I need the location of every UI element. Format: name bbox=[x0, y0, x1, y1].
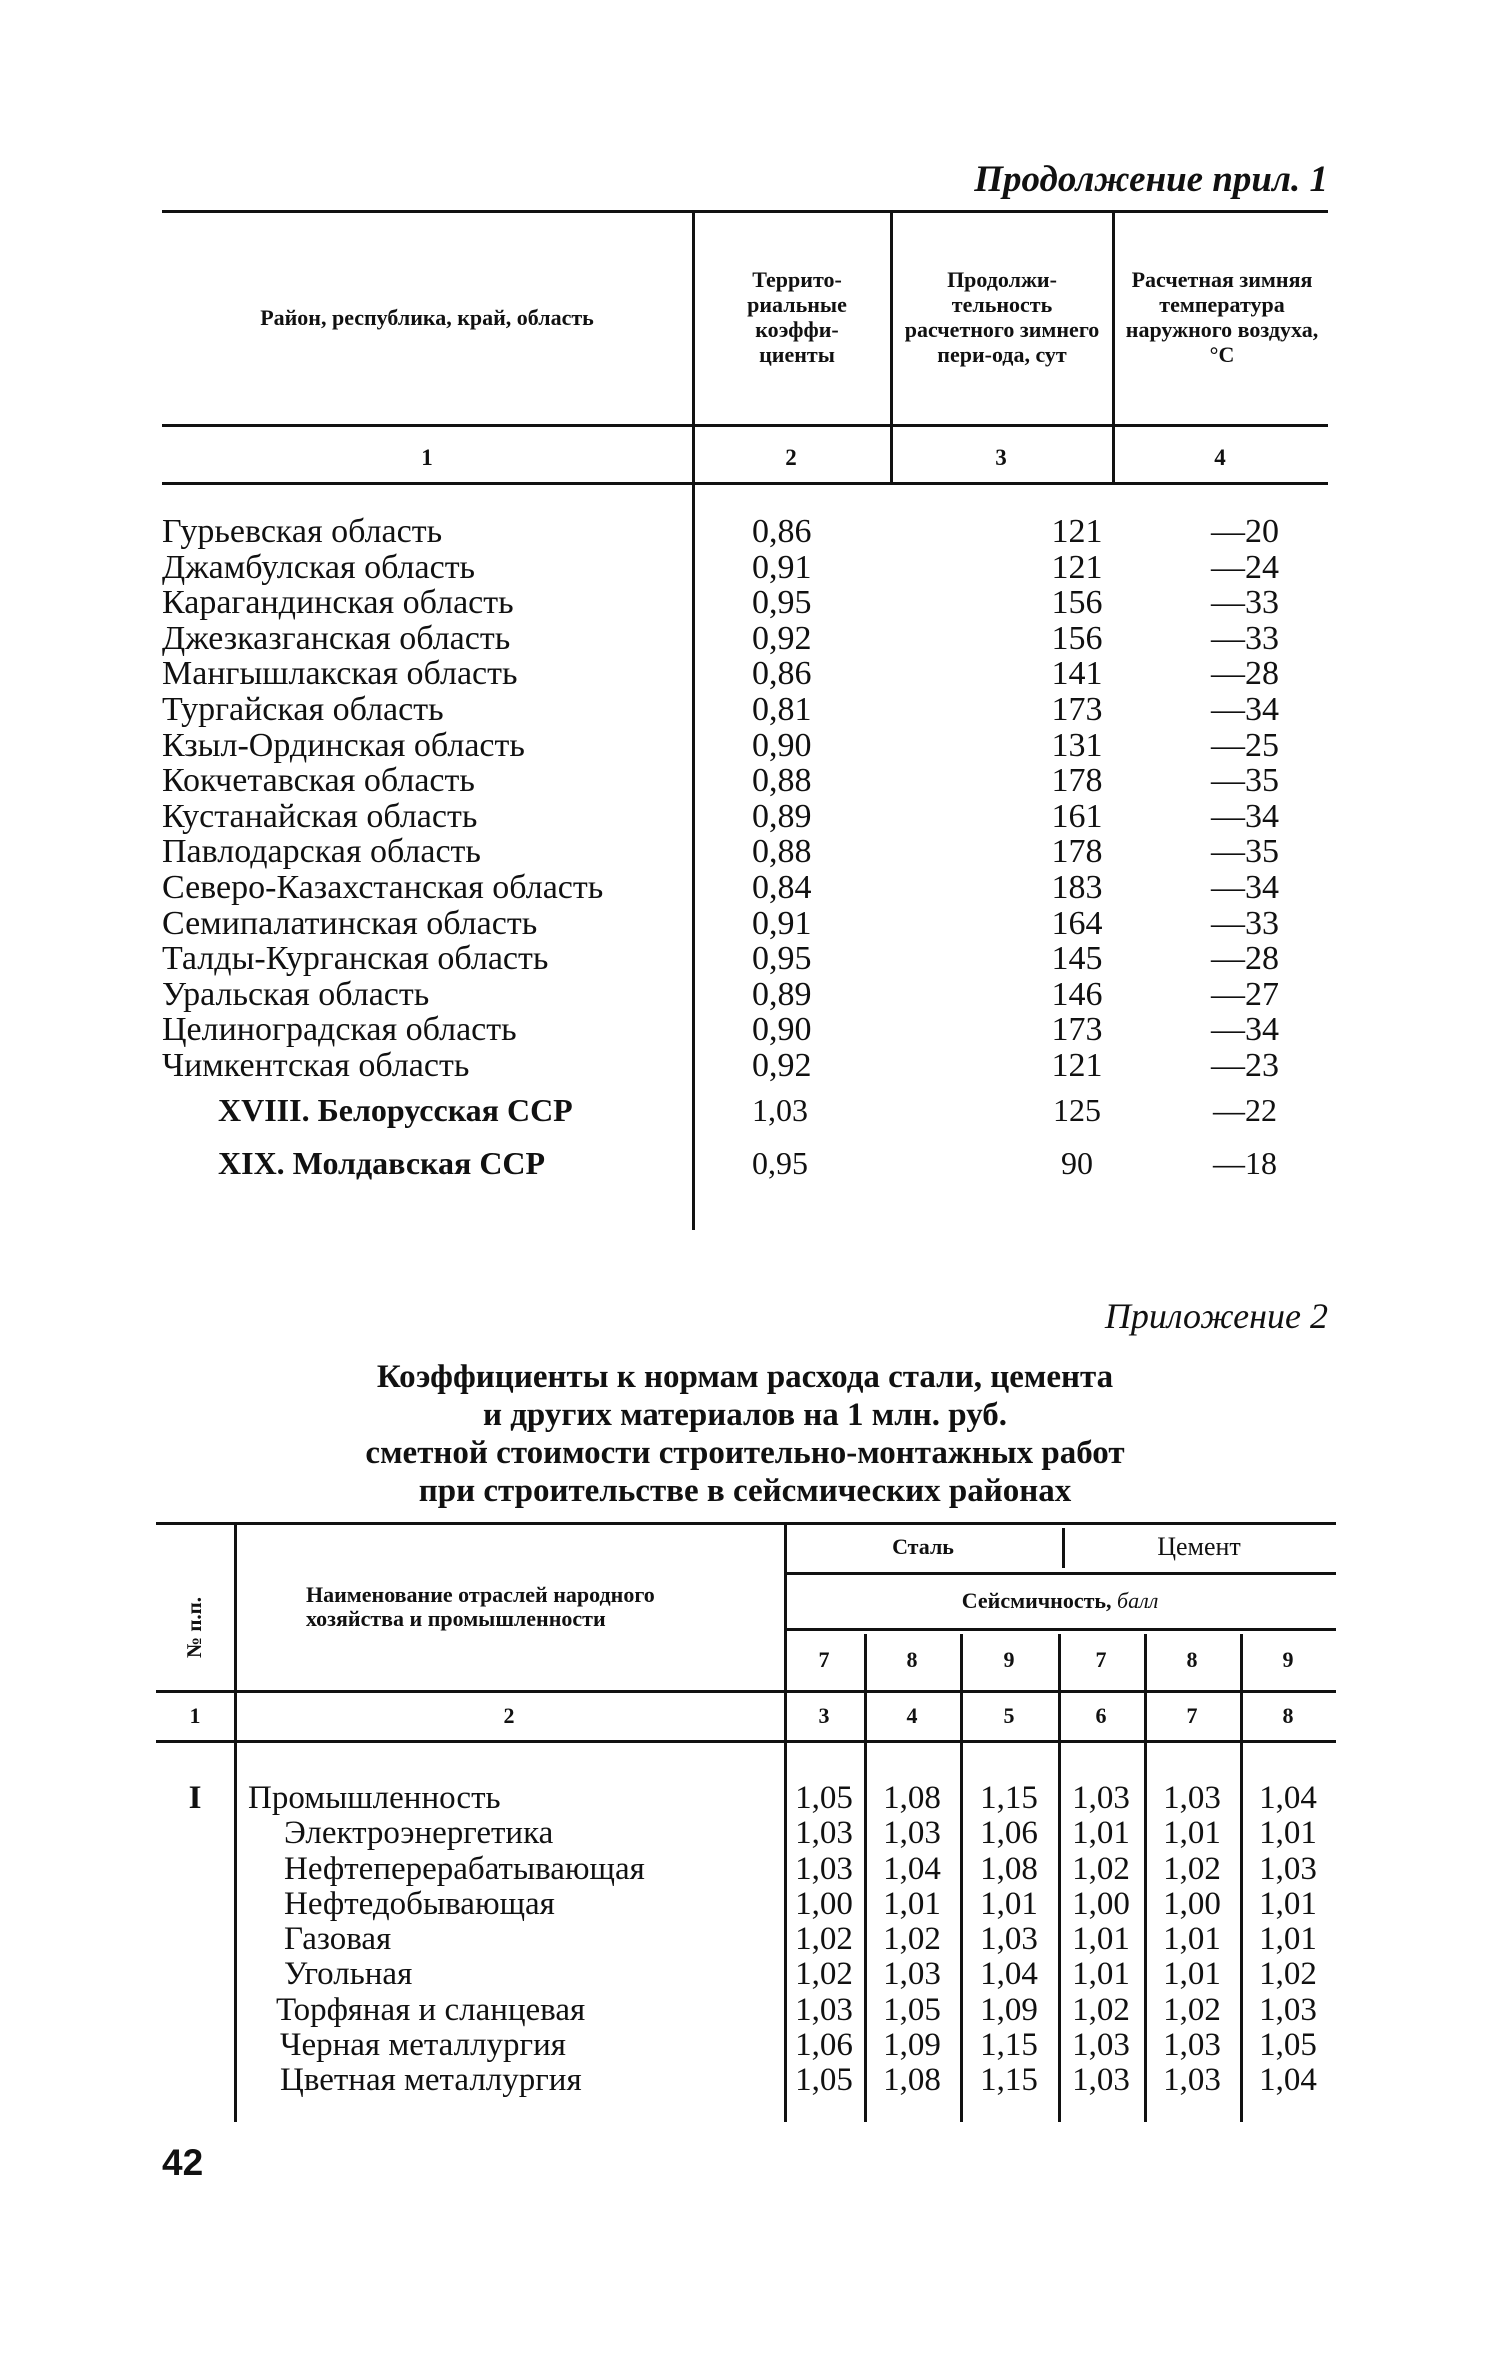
page-number: 42 bbox=[162, 2142, 204, 2183]
cement-7: 1,03 bbox=[1072, 2062, 1130, 2099]
steel-8: 1,02 bbox=[883, 1921, 941, 1958]
table-row bbox=[162, 514, 1328, 550]
temperature: —33 bbox=[1211, 904, 1279, 942]
steel-7: 1,00 bbox=[795, 1885, 853, 1922]
header-steel: Сталь bbox=[892, 1534, 954, 1559]
temperature: —34 bbox=[1211, 690, 1279, 728]
numbers-bottom-rule bbox=[162, 482, 1328, 485]
steel-9: 1,15 bbox=[980, 1780, 1038, 1816]
title-line: сметной стоимости строительно-монтажных работ bbox=[365, 1435, 1125, 1471]
coefficient: 0,89 bbox=[752, 797, 812, 835]
steel-7: 1,03 bbox=[795, 1991, 853, 2028]
column-number: 2 bbox=[785, 445, 797, 470]
steel-9: 1,15 bbox=[980, 2062, 1038, 2099]
cement-7: 1,00 bbox=[1072, 1885, 1130, 1922]
header-branch-name: Наименование отраслей народного хозяйства и промышленности bbox=[306, 1582, 655, 1631]
temperature: —24 bbox=[1211, 548, 1279, 586]
table-row bbox=[162, 763, 1328, 799]
table-row bbox=[156, 1887, 1336, 1922]
steel-7: 1,02 bbox=[795, 1956, 853, 1993]
cement-8: 1,01 bbox=[1163, 1815, 1221, 1852]
region-name: Тургайская область bbox=[162, 690, 444, 728]
table-row bbox=[162, 1012, 1328, 1048]
steel-8: 1,08 bbox=[883, 2062, 941, 2099]
column-number: 4 bbox=[1214, 445, 1226, 470]
cement-8: 1,02 bbox=[1163, 1850, 1221, 1887]
branch-name: Электроэнергетика bbox=[284, 1815, 554, 1852]
cement-8: 1,01 bbox=[1163, 1956, 1221, 1993]
coefficient: 0,92 bbox=[752, 619, 812, 657]
table-row bbox=[156, 2028, 1336, 2063]
cement-8: 1,01 bbox=[1163, 1921, 1221, 1958]
coefficient: 0,91 bbox=[752, 904, 812, 942]
steel-8: 1,03 bbox=[883, 1956, 941, 1993]
steel-8: 1,04 bbox=[883, 1850, 941, 1887]
cement-7: 1,03 bbox=[1072, 1780, 1130, 1816]
coefficient: 0,86 bbox=[752, 513, 812, 550]
temperature: —22 bbox=[1213, 1091, 1277, 1128]
table-row bbox=[162, 977, 1328, 1013]
cement-9: 1,03 bbox=[1259, 1991, 1317, 2028]
steel-7: 1,02 bbox=[795, 1921, 853, 1958]
cement-7: 1,02 bbox=[1072, 1991, 1130, 2028]
table-row bbox=[162, 585, 1328, 621]
coefficient: 0,95 bbox=[752, 940, 812, 978]
steel-8: 1,08 bbox=[883, 1780, 941, 1816]
temperature: —33 bbox=[1211, 619, 1279, 657]
table-row bbox=[162, 656, 1328, 692]
cement-9: 1,03 bbox=[1259, 1850, 1317, 1887]
branch-name: Цветная металлургия bbox=[280, 2062, 582, 2099]
column-number: 5 bbox=[1003, 1703, 1015, 1728]
table-row bbox=[162, 550, 1328, 586]
seismic-level: 8 bbox=[1186, 1647, 1198, 1672]
table2-body bbox=[156, 1781, 1336, 2099]
cement-8: 1,03 bbox=[1163, 2027, 1221, 2064]
region-name: Целиноградская область bbox=[162, 1011, 517, 1049]
seismic-level: 9 bbox=[1282, 1647, 1294, 1672]
duration: 161 bbox=[1051, 797, 1103, 835]
duration: 183 bbox=[1051, 868, 1103, 906]
coefficient: 0,95 bbox=[752, 1144, 808, 1181]
duration: 164 bbox=[1051, 904, 1103, 942]
appendix2-label: Приложение 2 bbox=[1104, 1296, 1328, 1336]
duration: 146 bbox=[1051, 975, 1103, 1013]
steel-9: 1,15 bbox=[980, 2027, 1038, 2064]
temperature: —35 bbox=[1211, 762, 1279, 800]
cement-9: 1,02 bbox=[1259, 1956, 1317, 1993]
table-row bbox=[156, 1852, 1336, 1887]
temperature: —28 bbox=[1211, 940, 1279, 978]
region-name: Семипалатинская область bbox=[162, 904, 538, 942]
duration: 131 bbox=[1051, 726, 1103, 764]
table-row bbox=[162, 834, 1328, 870]
republic-name: XIX. Молдавская ССР bbox=[218, 1144, 546, 1181]
region-name: Талды-Курганская область bbox=[162, 940, 549, 978]
region-name: Джамбулская область bbox=[162, 548, 476, 586]
coefficient: 0,92 bbox=[752, 1046, 812, 1084]
steel-9: 1,01 bbox=[980, 1885, 1038, 1922]
duration: 178 bbox=[1051, 833, 1103, 871]
coefficient: 0,89 bbox=[752, 975, 812, 1013]
republic-name: XVIII. Белорусская ССР bbox=[218, 1091, 573, 1128]
column-number: 2 bbox=[503, 1703, 515, 1728]
table-row bbox=[156, 1957, 1336, 1992]
seismic-level: 9 bbox=[1003, 1647, 1015, 1672]
table-row bbox=[156, 2063, 1336, 2098]
temperature: —34 bbox=[1211, 797, 1279, 835]
table-row bbox=[162, 692, 1328, 728]
table-row bbox=[162, 870, 1328, 906]
temperature: —33 bbox=[1211, 584, 1279, 622]
header-cement: Цемент bbox=[1157, 1532, 1241, 1561]
running-head: Продолжение прил. 1 bbox=[974, 159, 1328, 200]
column-number: 8 bbox=[1282, 1703, 1294, 1728]
duration: 90 bbox=[1061, 1144, 1093, 1181]
steel-7: 1,05 bbox=[795, 2062, 853, 2099]
table-row bbox=[156, 1922, 1336, 1957]
steel-9: 1,03 bbox=[980, 1921, 1038, 1958]
coefficient: 0,88 bbox=[752, 762, 812, 800]
steel-7: 1,05 bbox=[795, 1780, 853, 1816]
coefficient: 0,88 bbox=[752, 833, 812, 871]
steel-8: 1,05 bbox=[883, 1991, 941, 2028]
cement-7: 1,01 bbox=[1072, 1815, 1130, 1852]
coefficient: 0,84 bbox=[752, 868, 812, 906]
cement-8: 1,02 bbox=[1163, 1991, 1221, 2028]
branch-name: Нефтедобывающая bbox=[284, 1885, 555, 1922]
seismic-level: 7 bbox=[1095, 1647, 1107, 1672]
table-row bbox=[156, 1781, 1336, 1816]
cement-9: 1,04 bbox=[1259, 2062, 1317, 2099]
temperature: —25 bbox=[1211, 726, 1279, 764]
coefficient: 0,86 bbox=[752, 655, 812, 693]
coefficient: 0,91 bbox=[752, 548, 812, 586]
cement-7: 1,02 bbox=[1072, 1850, 1130, 1887]
column-number: 4 bbox=[906, 1703, 918, 1728]
steel-7: 1,03 bbox=[795, 1850, 853, 1887]
branch-name: Промышленность bbox=[248, 1780, 501, 1816]
region-name: Карагандинская область bbox=[162, 584, 514, 622]
temperature: —27 bbox=[1211, 975, 1279, 1013]
coefficient: 1,03 bbox=[752, 1091, 808, 1128]
branch-name: Торфяная и сланцевая bbox=[276, 1991, 586, 2028]
cement-9: 1,04 bbox=[1259, 1780, 1317, 1816]
cement-9: 1,01 bbox=[1259, 1885, 1317, 1922]
cement-9: 1,05 bbox=[1259, 2027, 1317, 2064]
table-row bbox=[162, 799, 1328, 835]
cement-7: 1,03 bbox=[1072, 2027, 1130, 2064]
duration: 173 bbox=[1051, 690, 1103, 728]
duration: 125 bbox=[1053, 1091, 1101, 1128]
region-name: Павлодарская область bbox=[162, 833, 481, 871]
duration: 145 bbox=[1051, 940, 1103, 978]
region-name: Кустанайская область bbox=[162, 797, 478, 835]
steel-7: 1,03 bbox=[795, 1815, 853, 1852]
cement-8: 1,03 bbox=[1163, 2062, 1221, 2099]
temperature: —18 bbox=[1213, 1144, 1277, 1181]
coefficient: 0,90 bbox=[752, 1011, 812, 1049]
region-name: Джезказганская область bbox=[162, 619, 511, 657]
steel-9: 1,06 bbox=[980, 1815, 1038, 1852]
branch-name: Черная металлургия bbox=[280, 2027, 566, 2064]
duration: 121 bbox=[1051, 1046, 1103, 1084]
header-seismicity: Сейсмичность, балл bbox=[961, 1588, 1159, 1613]
cement-7: 1,01 bbox=[1072, 1956, 1130, 1993]
table-row bbox=[156, 1993, 1336, 2028]
table-row bbox=[162, 941, 1328, 977]
column-number: 6 bbox=[1095, 1703, 1107, 1728]
temperature: —34 bbox=[1211, 1011, 1279, 1049]
branch-name: Газовая bbox=[284, 1921, 392, 1958]
coefficient: 0,90 bbox=[752, 726, 812, 764]
region-name: Уральская область bbox=[162, 975, 430, 1013]
column-number: 7 bbox=[1186, 1703, 1198, 1728]
header-temperature: Расчетная зимняя температура наружного воздуха, °С bbox=[1125, 267, 1319, 367]
title-line: и других материалов на 1 млн. руб. bbox=[482, 1397, 1008, 1433]
cement-8: 1,00 bbox=[1163, 1885, 1221, 1922]
duration: 141 bbox=[1051, 655, 1103, 693]
header-duration: Продолжи-тельность расчетного зимнего пери-ода, сут bbox=[904, 267, 1100, 367]
region-name: Чимкентская область bbox=[162, 1046, 470, 1084]
temperature: —35 bbox=[1211, 833, 1279, 871]
row-number: I bbox=[188, 1780, 202, 1816]
duration: 156 bbox=[1051, 619, 1103, 657]
temperature: —34 bbox=[1211, 868, 1279, 906]
cement-8: 1,03 bbox=[1163, 1780, 1221, 1816]
cement-9: 1,01 bbox=[1259, 1921, 1317, 1958]
column-number: 1 bbox=[189, 1703, 201, 1728]
temperature: —23 bbox=[1211, 1046, 1279, 1084]
region-name: Кокчетавская область bbox=[162, 762, 475, 800]
temperature: —28 bbox=[1211, 655, 1279, 693]
appendix2-table bbox=[156, 1522, 1336, 2122]
republic-row bbox=[162, 1137, 1328, 1190]
header-bottom-rule bbox=[162, 424, 1328, 427]
table1-body bbox=[162, 514, 1328, 1190]
republic-row bbox=[162, 1084, 1328, 1137]
steel-9: 1,08 bbox=[980, 1850, 1038, 1887]
table-row bbox=[162, 1048, 1328, 1084]
coefficient: 0,81 bbox=[752, 690, 812, 728]
title-line: Коэффициенты к нормам расхода стали, цемента bbox=[376, 1359, 1114, 1395]
branch-name: Угольная bbox=[284, 1956, 413, 1993]
region-name: Северо-Казахстанская область bbox=[162, 868, 604, 906]
numbers-bottom-rule bbox=[156, 1740, 1336, 1743]
table-row bbox=[162, 621, 1328, 657]
column-number: 3 bbox=[995, 445, 1007, 470]
steel-8: 1,09 bbox=[883, 2027, 941, 2064]
column-number: 3 bbox=[818, 1703, 830, 1728]
seismic-level: 8 bbox=[906, 1647, 918, 1672]
steel-9: 1,04 bbox=[980, 1956, 1038, 1993]
appendix1-table bbox=[162, 210, 1328, 1230]
appendix2-title bbox=[162, 1358, 1328, 1510]
table-row bbox=[156, 1816, 1336, 1851]
steel-8: 1,01 bbox=[883, 1885, 941, 1922]
duration: 121 bbox=[1051, 548, 1103, 586]
header-region: Район, республика, край, область bbox=[260, 304, 594, 330]
temperature: —20 bbox=[1211, 513, 1279, 550]
title-line: при строительстве в сейсмических районах bbox=[418, 1473, 1072, 1509]
steel-8: 1,03 bbox=[883, 1815, 941, 1852]
cement-7: 1,01 bbox=[1072, 1921, 1130, 1958]
coefficient: 0,95 bbox=[752, 584, 812, 622]
header-coefficient: Террито-риальные коэффи-циенты bbox=[747, 267, 847, 367]
header-number: № п.п. bbox=[182, 1596, 207, 1658]
region-name: Гурьевская область bbox=[162, 513, 443, 550]
region-name: Мангышлакская область bbox=[162, 655, 518, 693]
duration: 121 bbox=[1051, 513, 1103, 550]
cement-9: 1,01 bbox=[1259, 1815, 1317, 1852]
column-number: 1 bbox=[421, 445, 433, 470]
seismic-level: 7 bbox=[818, 1647, 830, 1672]
region-name: Кзыл-Ординская область bbox=[162, 726, 525, 764]
steel-7: 1,06 bbox=[795, 2027, 853, 2064]
duration: 173 bbox=[1051, 1011, 1103, 1049]
branch-name: Нефтеперерабатывающая bbox=[284, 1850, 645, 1887]
steel-9: 1,09 bbox=[980, 1991, 1038, 2028]
table-row bbox=[162, 728, 1328, 764]
table-row bbox=[162, 906, 1328, 942]
duration: 178 bbox=[1051, 762, 1103, 800]
duration: 156 bbox=[1051, 584, 1103, 622]
